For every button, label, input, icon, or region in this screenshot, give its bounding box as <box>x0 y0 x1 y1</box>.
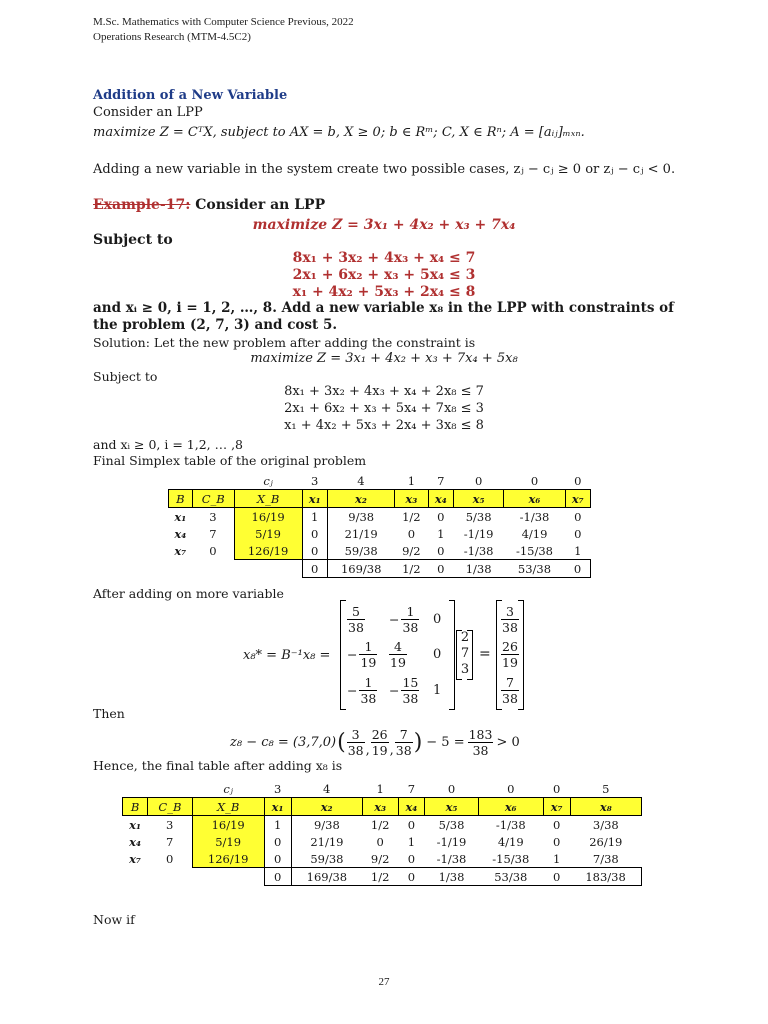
z8-result-den: 38 <box>472 742 489 758</box>
table-cell: 1 <box>264 816 291 834</box>
matrix-right-bracket <box>449 600 455 710</box>
denominator: 19 <box>371 742 388 758</box>
table-cell: -1/38 <box>425 850 478 868</box>
fraction <box>501 675 519 706</box>
col-header: x₄ <box>398 798 425 816</box>
numerator: 26 <box>502 638 518 654</box>
table-cell: 0 <box>437 509 445 524</box>
xb-cell: 5/19 <box>192 833 264 850</box>
result-entry <box>501 602 519 636</box>
matrix-entry <box>347 673 377 707</box>
table-row <box>123 833 642 850</box>
table-cell: 1 <box>543 850 570 868</box>
numerator: 1 <box>359 639 377 655</box>
cj-value: 0 <box>447 781 456 796</box>
cj-value: 0 <box>474 473 483 488</box>
fraction <box>347 604 365 635</box>
numerator: 5 <box>347 604 365 620</box>
table-row <box>123 816 642 834</box>
solution-objective: maximize Z = 3x₁ + 4x₂ + x₃ + 7x₄ + 5x₈ <box>250 351 518 366</box>
example-statement-2: the problem (2, 7, 3) and cost 5. <box>93 317 338 333</box>
result-entry <box>501 673 519 707</box>
equals-sign: = <box>479 646 491 662</box>
fraction <box>389 639 407 670</box>
table-cell: -1/38 <box>495 817 526 832</box>
table-cell: 0 <box>407 817 416 832</box>
table-cell: 26/19 <box>589 834 623 849</box>
col-header: x₁ <box>302 490 327 508</box>
denominator: 38 <box>360 690 377 706</box>
table-cell: 53/38 <box>478 868 543 886</box>
table-cell: 183/38 <box>570 868 641 886</box>
cj-label: cⱼ <box>263 473 273 488</box>
col-header: x₆ <box>504 490 565 508</box>
cj-value: 1 <box>407 473 416 488</box>
open-paren: ( <box>337 729 346 755</box>
z8-gt: > 0 <box>496 734 520 750</box>
table-cell: 9/38 <box>313 817 340 832</box>
cj-value: 3 <box>273 781 282 796</box>
cases-text: Adding a new variable in the system create two possible cases, zⱼ − cⱼ ≥ 0 or zⱼ − cⱼ < 0. <box>93 162 676 177</box>
example-constraint-3: x₁ + 4x₂ + 5x₃ + 2x₄ ≤ 8 <box>292 284 476 300</box>
col-header: B <box>169 490 193 508</box>
col-header: x₂ <box>291 798 362 816</box>
section-title: Addition of a New Variable <box>93 88 288 103</box>
table-cell: 1 <box>302 508 327 526</box>
table-cell: 3/38 <box>592 817 619 832</box>
comma: , <box>365 742 370 758</box>
table-cell: 0 <box>302 560 327 578</box>
table-cell: 0 <box>302 525 327 542</box>
numerator: 1 <box>401 604 419 620</box>
denominator: 38 <box>402 690 419 706</box>
table-row <box>123 850 642 868</box>
table-cell: -15/38 <box>478 850 543 868</box>
basis-var: x₁ <box>174 509 187 524</box>
example-constraint-2: 2x₁ + 6x₂ + x₃ + 5x₄ ≤ 3 <box>292 267 476 283</box>
solution-constraint-3: x₁ + 4x₂ + 5x₃ + 2x₄ + 3x₈ ≤ 8 <box>284 418 484 433</box>
cj-value: 7 <box>437 473 445 488</box>
cb-cell: 7 <box>166 834 174 849</box>
table-cell: -1/19 <box>436 834 467 849</box>
cb-cell: 3 <box>166 817 174 832</box>
denominator: 38 <box>348 619 364 635</box>
numerator: 15 <box>402 674 419 690</box>
example-constraint-1: 8x₁ + 3x₂ + 4x₃ + x₄ ≤ 7 <box>292 250 476 266</box>
table-cell: 0 <box>302 542 327 560</box>
denominator: 38 <box>502 690 518 706</box>
table-cell: 0 <box>574 526 582 541</box>
table-cell: 169/38 <box>327 560 394 578</box>
matrix-left-bracket <box>340 600 346 710</box>
table-cell: 5/38 <box>465 509 492 524</box>
table-cell: 1/2 <box>362 868 398 886</box>
col-header: x₅ <box>453 490 503 508</box>
example-label-rest: Consider an LPP <box>195 197 326 213</box>
table-cell: -1/38 <box>519 509 550 524</box>
table-cell: 53/38 <box>504 560 565 578</box>
basis-var: x₇ <box>174 543 187 558</box>
solution-constraint-2: 2x₁ + 6x₂ + x₃ + 5x₄ + 7x₈ ≤ 3 <box>284 401 484 416</box>
table-cell: 0 <box>428 560 453 578</box>
cj-row <box>123 780 642 798</box>
fraction <box>501 604 519 635</box>
denominator: 38 <box>395 742 412 758</box>
x8-star-label: x₈* = B⁻¹x₈ = <box>243 648 331 663</box>
table-cell: 9/2 <box>395 542 429 560</box>
denominator: 19 <box>390 654 406 670</box>
col-header: X_B <box>192 798 264 816</box>
numerator: 1 <box>359 675 377 691</box>
hence-text: Hence, the final table after adding x₈ is <box>93 758 343 773</box>
table1-caption: Final Simplex table of the original problem <box>93 453 367 468</box>
cj-value: 0 <box>507 781 515 796</box>
col-header: x₈ <box>570 798 641 816</box>
header-course-line: M.Sc. Mathematics with Computer Science Previous, 2022 <box>93 16 354 28</box>
table-cell: 1/2 <box>402 509 421 524</box>
cb-cell: 7 <box>209 526 217 541</box>
example-heading <box>93 197 325 213</box>
fraction <box>347 727 365 758</box>
table-row <box>169 508 591 526</box>
cj-row <box>169 472 591 490</box>
solution-subject-to: Subject to <box>93 369 158 384</box>
denominator: 38 <box>502 619 518 635</box>
table-cell: 0 <box>565 560 590 578</box>
solution-constraint-1: 8x₁ + 3x₂ + 4x₃ + x₄ + 2x₈ ≤ 7 <box>284 384 484 399</box>
table-cell: 1 <box>437 526 445 541</box>
col-header: x₅ <box>425 798 478 816</box>
matrix-entry: 0 <box>433 646 442 662</box>
x8-entry: 7 <box>460 646 470 661</box>
basis-var: x₄ <box>174 526 187 541</box>
fraction <box>401 604 419 635</box>
col-header: x₇ <box>565 490 590 508</box>
basis-var: x₁ <box>129 817 142 832</box>
matrix-entry: 1 <box>433 682 442 698</box>
xb-cell: 16/19 <box>234 508 302 526</box>
cj-value: 5 <box>602 781 610 796</box>
table-row <box>169 542 591 560</box>
table-cell: -15/38 <box>504 542 565 560</box>
example-label: Example-17: <box>93 197 191 213</box>
z-vector <box>347 727 413 758</box>
z8-result-fraction <box>468 727 494 758</box>
cb-cell: 3 <box>209 509 217 524</box>
cj-value: 0 <box>553 781 561 796</box>
col-header: x₆ <box>478 798 543 816</box>
table-cell: 1/2 <box>370 817 390 832</box>
basis-var: x₄ <box>129 834 142 849</box>
cj-value: 4 <box>322 781 331 796</box>
cj-value: 0 <box>530 473 539 488</box>
fraction <box>359 639 377 670</box>
basis-var: x₇ <box>129 851 142 866</box>
matrix-entry <box>347 637 377 671</box>
table-cell: 169/38 <box>291 868 362 886</box>
minus-sign: − <box>347 682 358 698</box>
matrix-entry <box>389 637 407 671</box>
denominator: 19 <box>360 654 377 670</box>
header-subject-line: Operations Research (MTM-4.5C2) <box>93 31 251 43</box>
simplex-table-original <box>168 472 591 578</box>
denominator: 38 <box>347 742 364 758</box>
table-cell: 1/38 <box>453 560 503 578</box>
matrix-entry <box>389 602 419 636</box>
col-header: x₃ <box>362 798 398 816</box>
solution-nonneg: and xᵢ ≥ 0, i = 1,2, … ,8 <box>93 437 244 452</box>
col-header: x₂ <box>327 490 394 508</box>
close-paren: ) <box>413 729 423 755</box>
col-header: X_B <box>234 490 302 508</box>
table-cell: 59/38 <box>291 850 362 868</box>
table-cell: 9/2 <box>362 850 398 868</box>
table-cell: 0 <box>407 526 416 541</box>
fraction <box>401 675 419 706</box>
table-cell: 0 <box>376 834 384 849</box>
cj-value: 7 <box>407 781 416 796</box>
table-cell: 0 <box>264 850 291 868</box>
table-cell: 1/2 <box>395 560 429 578</box>
result-entry <box>501 637 519 671</box>
numerator: 7 <box>395 727 413 743</box>
cj-value: 3 <box>311 473 319 488</box>
zj-cj-row <box>123 868 642 886</box>
table-cell: 0 <box>553 834 561 849</box>
after-adding-text: After adding on more variable <box>93 586 284 601</box>
table-cell: 9/38 <box>348 509 375 524</box>
numerator: 26 <box>371 726 388 742</box>
z-vector-entry <box>371 727 389 758</box>
numerator: 4 <box>389 639 407 655</box>
cb-cell: 0 <box>209 543 217 558</box>
denominator: 19 <box>502 654 518 670</box>
table-cell: 0 <box>553 817 561 832</box>
col-header: C_B <box>192 490 234 508</box>
numerator: 3 <box>347 727 365 743</box>
zj-cj-row <box>169 560 591 578</box>
denominator: 38 <box>402 619 419 635</box>
table-cell: 0 <box>574 509 582 524</box>
z-vector-entry <box>347 727 365 758</box>
xb-cell: 16/19 <box>192 816 264 834</box>
table-cell: 59/38 <box>327 542 394 560</box>
table-cell: 0 <box>264 868 291 886</box>
matrix-entry <box>389 673 419 707</box>
col-header: x₄ <box>428 490 453 508</box>
page-number: 27 <box>378 976 390 988</box>
col-header: B <box>123 798 148 816</box>
table-cell: 7/38 <box>570 850 641 868</box>
table-header-row <box>169 490 591 508</box>
xb-cell: 126/19 <box>192 850 264 868</box>
z8-equation <box>230 722 520 762</box>
cj-value: 0 <box>574 473 582 488</box>
x8-entry: 2 <box>460 630 470 645</box>
then-text: Then <box>93 706 125 721</box>
z8-result-num: 183 <box>468 726 493 742</box>
minus-sign: − <box>389 611 400 627</box>
table-cell: 0 <box>543 868 570 886</box>
col-header: C_B <box>148 798 192 816</box>
comma: , <box>389 742 394 758</box>
minus-sign: − <box>389 682 400 698</box>
col-header: x₃ <box>395 490 429 508</box>
col-header: x₇ <box>543 798 570 816</box>
fraction <box>395 727 413 758</box>
z-vector-entry <box>395 727 413 758</box>
xb-cell: 5/19 <box>234 525 302 542</box>
cb-cell: 0 <box>166 851 174 866</box>
example-objective: maximize Z = 3x₁ + 4x₂ + x₃ + 7x₄ <box>252 217 516 233</box>
table-cell: 21/19 <box>310 834 344 849</box>
table-cell: -1/19 <box>463 526 494 541</box>
table-cell: -1/38 <box>453 542 503 560</box>
simplex-table-final <box>122 780 642 886</box>
now-if-text: Now if <box>93 912 135 927</box>
x8-entry: 3 <box>460 662 470 677</box>
table-cell: 4/19 <box>521 526 548 541</box>
consider-text: Consider an LPP <box>93 105 203 120</box>
xb-cell: 126/19 <box>234 542 302 560</box>
cj-value: 4 <box>357 473 365 488</box>
table-cell: 1/38 <box>425 868 478 886</box>
minus-sign: − <box>347 646 358 662</box>
z8-lhs: z₈ − c₈ = (3,7,0) <box>230 734 337 750</box>
table-cell: 5/38 <box>438 817 465 832</box>
table-cell: 0 <box>428 542 453 560</box>
z8-minus: − 5 = <box>426 734 465 750</box>
cj-label: cⱼ <box>223 781 233 796</box>
table-cell: 21/19 <box>344 526 378 541</box>
col-header: x₁ <box>264 798 291 816</box>
table-cell: 1 <box>407 834 416 849</box>
fraction <box>359 675 377 706</box>
fraction <box>501 639 519 670</box>
matrix-entry <box>347 602 365 636</box>
table-row <box>169 525 591 542</box>
table-cell: 0 <box>398 868 425 886</box>
table-header-row <box>123 798 642 816</box>
table-cell: 4/19 <box>497 834 524 849</box>
table-cell: 0 <box>264 833 291 850</box>
table-cell: 1 <box>565 542 590 560</box>
example-statement-1: and xᵢ ≥ 0, i = 1, 2, …, 8. Add a new variable x₈ in the LPP with constraints of <box>93 300 674 316</box>
numerator: 7 <box>501 675 519 691</box>
solution-intro: Solution: Let the new problem after adding the constraint is <box>93 335 476 350</box>
matrix-entry: 0 <box>433 611 442 627</box>
table-cell: 0 <box>398 850 425 868</box>
fraction <box>371 727 389 758</box>
numerator: 3 <box>501 604 519 620</box>
cj-value: 1 <box>376 781 384 796</box>
lpp-statement: maximize Z = CᵀX, subject to AX = b, X ≥ 0; b ∈ Rᵐ; C, X ∈ Rⁿ; A = [aᵢⱼ]ₘₓₙ. <box>93 125 585 140</box>
example-subject-to: Subject to <box>93 232 173 248</box>
